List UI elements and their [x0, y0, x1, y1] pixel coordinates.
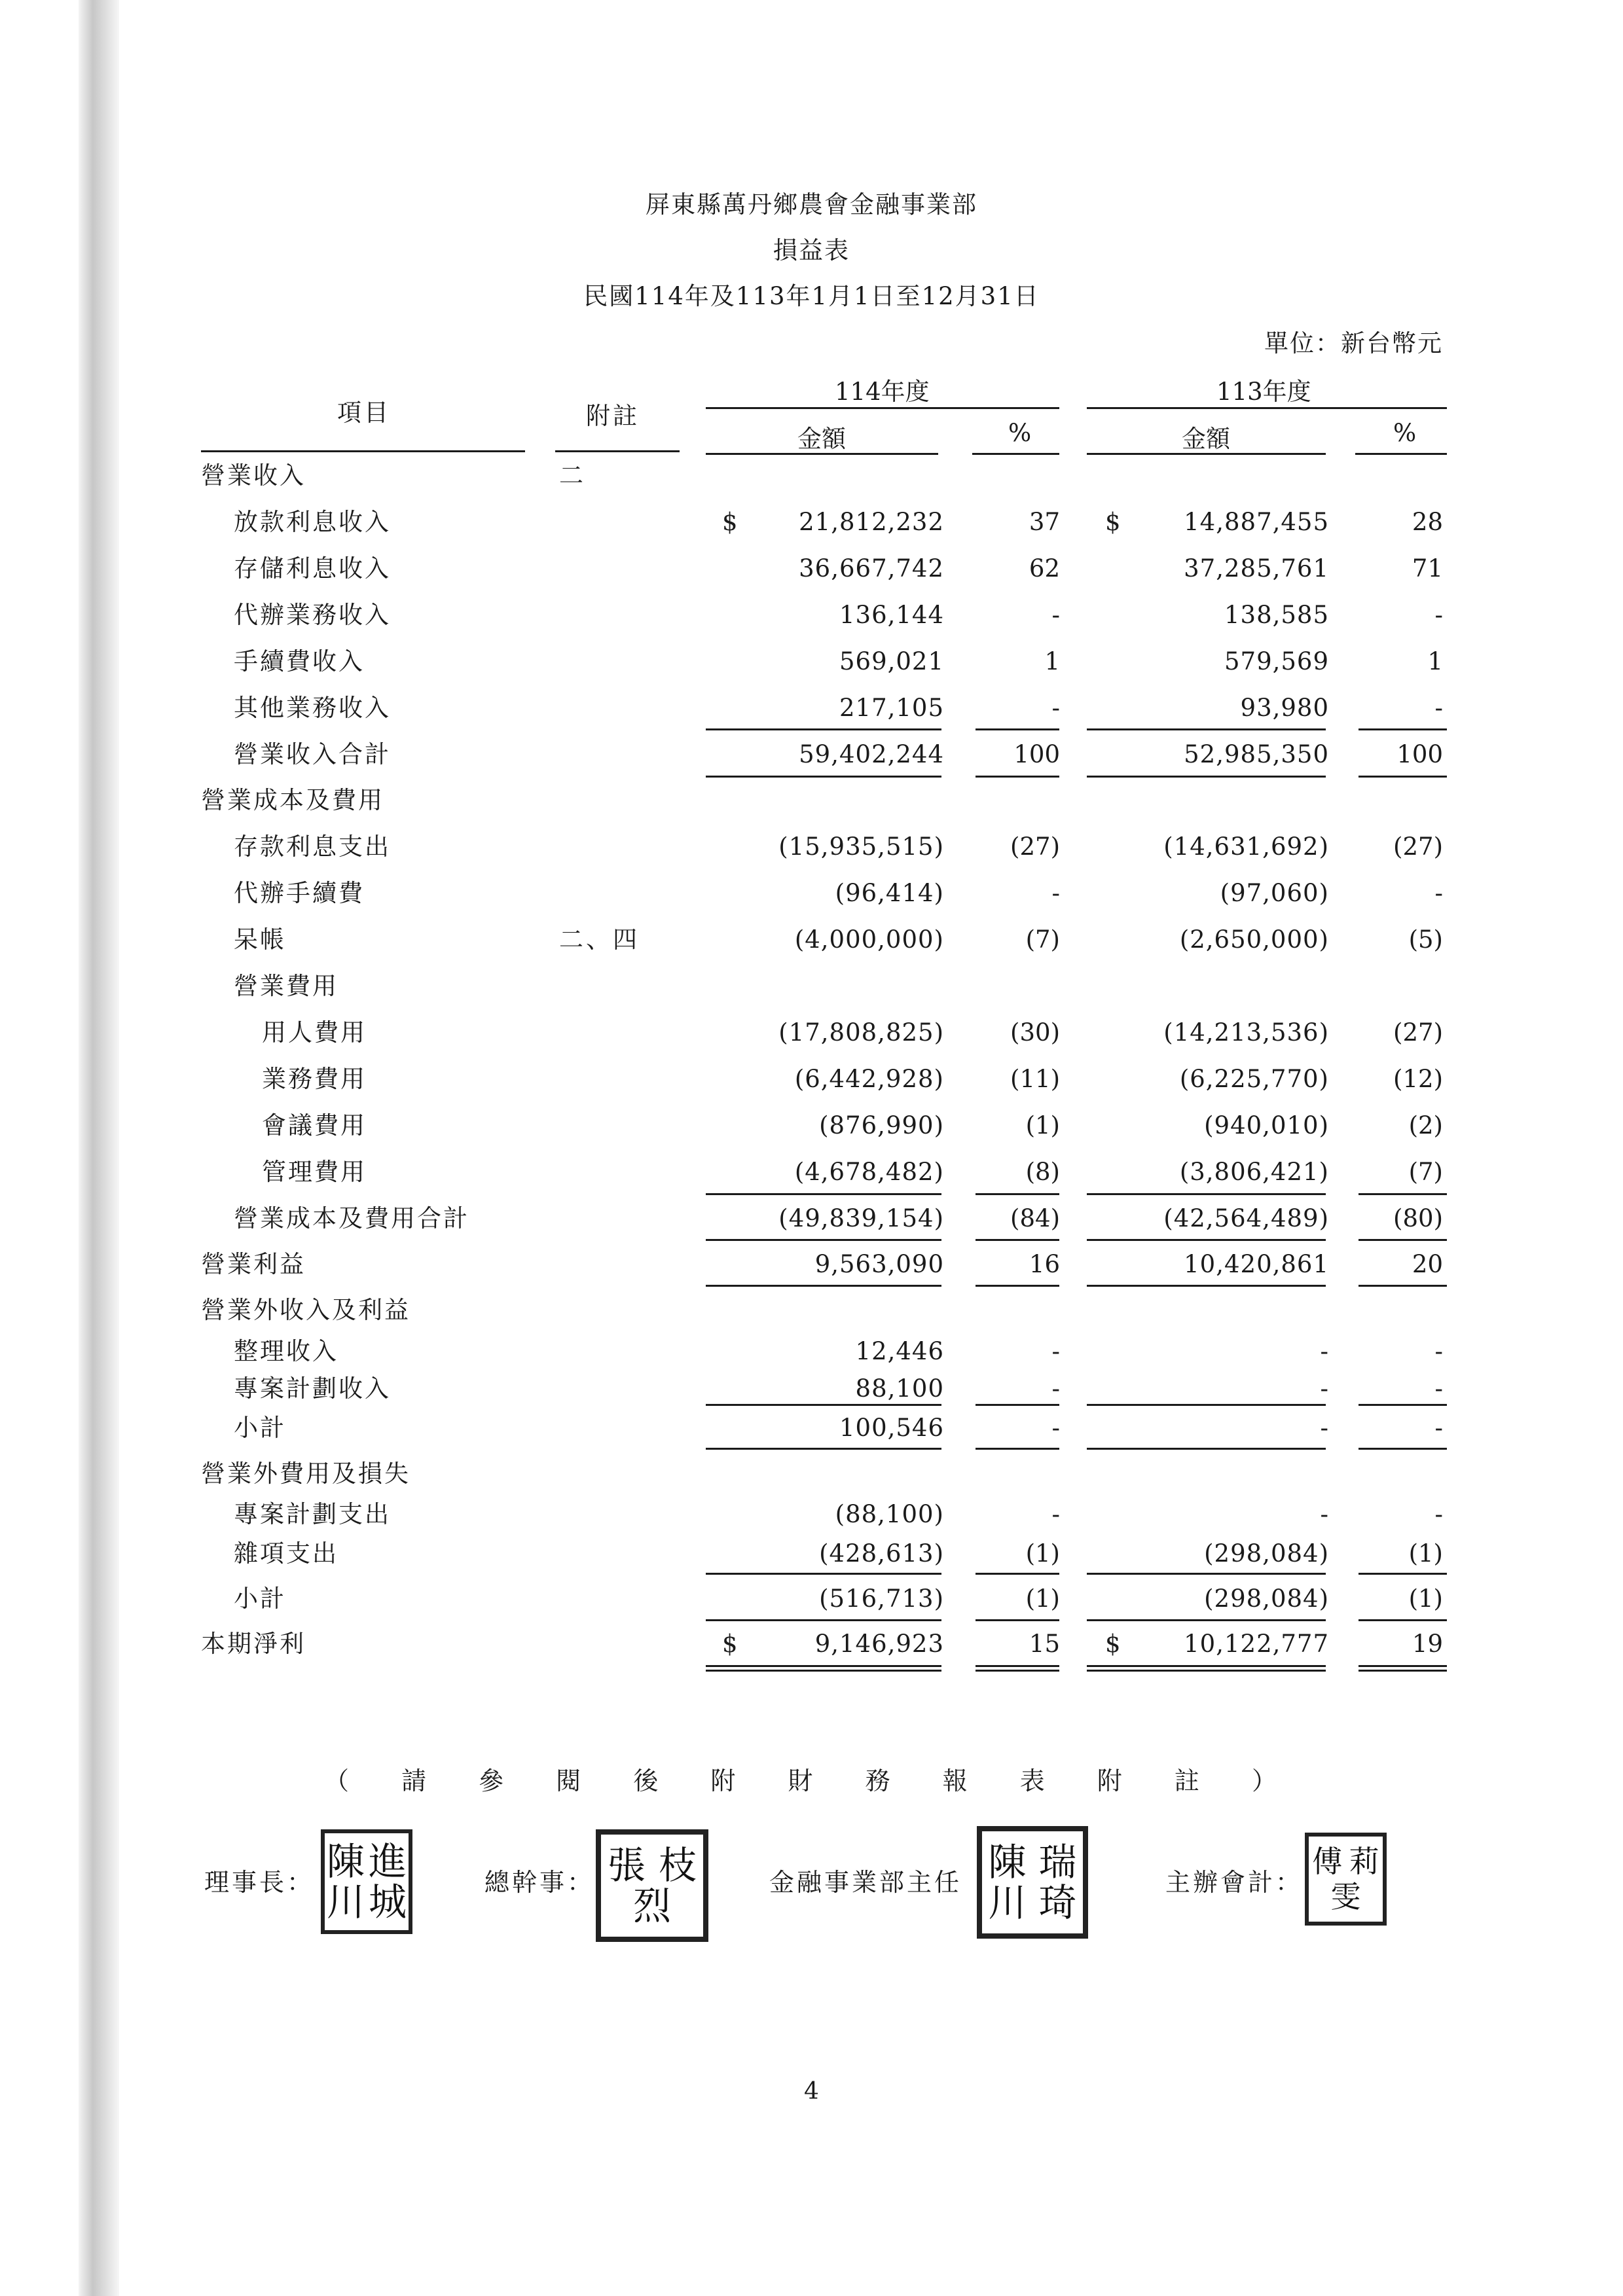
- percent-114: -: [1051, 694, 1060, 722]
- row-misc-expenses: [0, 1534, 1623, 1573]
- percent-113: -: [1434, 879, 1443, 907]
- row-label: 小計: [234, 1585, 286, 1613]
- amount-114: 21,812,232: [799, 508, 944, 536]
- amount-113: 10,122,777: [1184, 1630, 1329, 1658]
- amount-114: (49,839,154): [778, 1204, 944, 1232]
- underline: [706, 1619, 941, 1621]
- row-label: 雜項支出: [234, 1539, 338, 1568]
- row-note: 二: [559, 461, 586, 490]
- row-business-expenses: [0, 1060, 1623, 1099]
- header-rule-note: [555, 450, 680, 452]
- percent-113: (5): [1408, 925, 1443, 954]
- dollar-sign: $: [1105, 1630, 1121, 1658]
- row-bad-debts: [0, 920, 1623, 960]
- percent-113: -: [1434, 1500, 1443, 1528]
- underline: [976, 1573, 1059, 1575]
- row-label: 用人費用: [262, 1018, 367, 1047]
- seal-finance-director: 陳 瑞 川 琦: [977, 1826, 1088, 1939]
- amount-113: (6,225,770): [1179, 1065, 1329, 1093]
- percent-114: (1): [1025, 1111, 1060, 1139]
- underline: [1359, 776, 1447, 778]
- row-meeting-expenses: [0, 1106, 1623, 1145]
- percent-113: -: [1434, 601, 1443, 629]
- percent-113: -: [1434, 1414, 1443, 1442]
- underline: [976, 1285, 1059, 1287]
- amount-114: (4,000,000): [794, 925, 944, 954]
- underline: [1359, 1404, 1447, 1406]
- underline: [1087, 1285, 1326, 1287]
- double-underline: [706, 1665, 941, 1672]
- amount-113: (3,806,421): [1179, 1158, 1329, 1186]
- underline: [1087, 776, 1326, 778]
- underline: [1359, 1285, 1447, 1287]
- row-label: 營業費用: [234, 972, 338, 1000]
- column-header-percent-113: %: [1393, 419, 1417, 447]
- row-operating-expenses: [0, 967, 1623, 1006]
- row-label: 專案計劃收入: [234, 1374, 391, 1403]
- statement-period: 民國114年及113年1月1日至12月31日: [583, 282, 1040, 310]
- header-rule-amount-113: [1087, 453, 1326, 455]
- amount-113: 93,980: [1240, 694, 1329, 722]
- percent-113: 71: [1412, 554, 1443, 583]
- amount-114: 9,146,923: [814, 1630, 944, 1658]
- underline: [706, 776, 941, 778]
- column-header-year-114: 114年度: [835, 378, 930, 406]
- amount-113: -: [1320, 1500, 1329, 1528]
- row-operating-revenue: [0, 456, 1623, 495]
- seal-chief-accountant: 傅 莉 雯: [1305, 1833, 1387, 1926]
- underline: [976, 1239, 1059, 1241]
- percent-113: (27): [1393, 1018, 1443, 1047]
- underline: [1359, 1448, 1447, 1450]
- double-underline: [1359, 1665, 1447, 1672]
- underline: [1087, 1448, 1326, 1450]
- row-label: 本期淨利: [201, 1630, 306, 1658]
- signature-title-general-manager: 總幹事：: [484, 1868, 595, 1897]
- row-deposit-interest-income: [0, 549, 1623, 588]
- row-fee-income: [0, 642, 1623, 681]
- percent-114: 37: [1029, 508, 1060, 536]
- amount-114: 9,563,090: [814, 1250, 944, 1278]
- amount-113: 37,285,761: [1184, 554, 1329, 583]
- percent-113: (12): [1393, 1065, 1443, 1093]
- amount-113: 52,985,350: [1184, 740, 1329, 768]
- column-header-amount-113: 金額: [1182, 425, 1230, 453]
- amount-114: 88,100: [855, 1374, 944, 1403]
- amount-113: 10,420,861: [1184, 1250, 1329, 1278]
- row-label: 小計: [234, 1414, 286, 1442]
- header-rule-percent-114: [972, 453, 1059, 455]
- row-subtotal-non-operating-income: [0, 1408, 1623, 1448]
- amount-113: 579,569: [1224, 647, 1329, 675]
- signature-title-chief-accountant: 主辦會計：: [1165, 1868, 1304, 1897]
- percent-114: -: [1051, 1374, 1060, 1403]
- underline: [1087, 1573, 1326, 1575]
- row-label: 營業收入合計: [234, 740, 391, 768]
- percent-113: (1): [1408, 1539, 1443, 1568]
- amount-113: -: [1320, 1337, 1329, 1365]
- underline: [1087, 728, 1326, 730]
- amount-114: (17,808,825): [778, 1018, 944, 1047]
- percent-113: 20: [1412, 1250, 1443, 1278]
- row-agency-income: [0, 596, 1623, 635]
- page-number: 4: [804, 2078, 819, 2105]
- row-label: 代辦手續費: [234, 879, 365, 907]
- row-project-income: [0, 1369, 1623, 1408]
- underline: [1359, 1573, 1447, 1575]
- amount-114: 217,105: [839, 694, 944, 722]
- amount-113: (14,213,536): [1163, 1018, 1329, 1047]
- amount-114: (4,678,482): [794, 1158, 944, 1186]
- underline: [1359, 1619, 1447, 1621]
- amount-113: (14,631,692): [1163, 833, 1329, 861]
- row-label: 手續費收入: [234, 647, 365, 675]
- percent-113: 28: [1412, 508, 1443, 536]
- amount-114: 12,446: [855, 1337, 944, 1365]
- row-label: 存款利息支出: [234, 833, 391, 861]
- amount-114: (15,935,515): [778, 833, 944, 861]
- column-header-percent-114: %: [1008, 419, 1032, 447]
- column-header-item: 項目: [337, 399, 391, 427]
- row-subtotal-non-operating-expenses: [0, 1579, 1623, 1619]
- percent-114: -: [1051, 1337, 1060, 1365]
- row-project-expenses: [0, 1495, 1623, 1534]
- notes-reference: （ 請 參 閱 後 附 財 務 報 表 附 註 ）: [324, 1767, 1299, 1795]
- amount-113: (97,060): [1220, 879, 1329, 907]
- dollar-sign: $: [1105, 508, 1121, 536]
- underline: [976, 728, 1059, 730]
- percent-114: (1): [1025, 1539, 1060, 1568]
- percent-114: 16: [1029, 1250, 1060, 1278]
- row-label: 其他業務收入: [234, 694, 391, 722]
- row-label: 整理收入: [234, 1337, 338, 1365]
- row-label: 專案計劃支出: [234, 1500, 391, 1528]
- underline: [1087, 1404, 1326, 1406]
- row-label: 代辦業務收入: [234, 601, 391, 629]
- row-label: 呆帳: [234, 925, 286, 954]
- percent-113: (7): [1408, 1158, 1443, 1186]
- signature-title-finance-director: 金融事業部主任: [769, 1868, 962, 1897]
- amount-113: -: [1320, 1414, 1329, 1442]
- amount-114: (6,442,928): [794, 1065, 944, 1093]
- percent-114: 100: [1013, 740, 1060, 768]
- header-rule-percent-113: [1355, 453, 1447, 455]
- amount-113: (298,084): [1204, 1585, 1329, 1613]
- column-header-amount-114: 金額: [797, 425, 846, 453]
- amount-114: (96,414): [835, 879, 944, 907]
- percent-114: (7): [1025, 925, 1060, 954]
- percent-114: -: [1051, 1500, 1060, 1528]
- percent-114: -: [1051, 1414, 1060, 1442]
- double-underline: [1087, 1665, 1326, 1672]
- amount-113: 14,887,455: [1184, 508, 1329, 536]
- amount-113: (42,564,489): [1163, 1204, 1329, 1232]
- double-underline: [976, 1665, 1059, 1672]
- header-rule-amount-114: [706, 453, 938, 455]
- percent-113: (2): [1408, 1111, 1443, 1139]
- row-deposit-interest-expense: [0, 827, 1623, 867]
- percent-114: 1: [1044, 647, 1060, 675]
- percent-114: -: [1051, 879, 1060, 907]
- row-personnel-expenses: [0, 1013, 1623, 1052]
- underline: [976, 776, 1059, 778]
- seal-general-manager: 張 枝 烈: [596, 1829, 708, 1942]
- row-label: 會議費用: [262, 1111, 367, 1139]
- amount-114: 36,667,742: [799, 554, 944, 583]
- underline: [976, 1404, 1059, 1406]
- amount-114: (428,613): [819, 1539, 944, 1568]
- row-label: 營業利益: [201, 1250, 306, 1278]
- row-net-income: [0, 1624, 1623, 1664]
- underline: [976, 1619, 1059, 1621]
- underline: [976, 1448, 1059, 1450]
- amount-114: (88,100): [835, 1500, 944, 1528]
- row-label: 營業外收入及利益: [201, 1296, 410, 1324]
- underline: [1087, 1239, 1326, 1241]
- row-label: 業務費用: [262, 1065, 367, 1093]
- row-non-operating-income: [0, 1291, 1623, 1330]
- statement-title: 損益表: [773, 236, 850, 264]
- row-sorting-income: [0, 1332, 1623, 1371]
- amount-113: 138,585: [1224, 601, 1329, 629]
- row-label: 營業收入: [201, 461, 306, 490]
- row-label: 營業外費用及損失: [201, 1460, 410, 1488]
- row-loan-interest-income: [0, 503, 1623, 542]
- row-label: 營業成本及費用合計: [234, 1204, 469, 1232]
- percent-114: (8): [1025, 1158, 1060, 1186]
- column-header-note: 附註: [586, 402, 640, 430]
- dollar-sign: $: [722, 508, 738, 536]
- row-operating-income: [0, 1245, 1623, 1284]
- underline: [706, 1448, 941, 1450]
- underline: [1087, 1619, 1326, 1621]
- amount-114: 100,546: [839, 1414, 944, 1442]
- percent-114: (27): [1010, 833, 1060, 861]
- percent-114: (84): [1010, 1204, 1060, 1232]
- company-name: 屏東縣萬丹鄉農會金融事業部: [646, 190, 977, 219]
- underline: [1359, 1239, 1447, 1241]
- underline: [976, 1193, 1059, 1195]
- amount-113: (2,650,000): [1179, 925, 1329, 954]
- scan-binding-edge: [79, 0, 119, 2296]
- row-non-operating-expenses: [0, 1454, 1623, 1494]
- amount-114: 569,021: [839, 647, 944, 675]
- row-operating-revenue-total: [0, 735, 1623, 774]
- amount-113: -: [1320, 1374, 1329, 1403]
- percent-113: 1: [1427, 647, 1443, 675]
- underline: [1359, 1193, 1447, 1195]
- row-label: 存儲利息收入: [234, 554, 391, 583]
- underline: [706, 1573, 941, 1575]
- percent-113: -: [1434, 1337, 1443, 1365]
- row-admin-expenses: [0, 1153, 1623, 1192]
- column-header-year-113: 113年度: [1216, 378, 1311, 406]
- percent-113: (1): [1408, 1585, 1443, 1613]
- seal-chairman: 陳 進 川 城: [321, 1829, 412, 1934]
- percent-114: -: [1051, 601, 1060, 629]
- underline: [706, 728, 941, 730]
- header-rule-item: [201, 450, 525, 452]
- percent-113: -: [1434, 694, 1443, 722]
- underline: [706, 1193, 941, 1195]
- percent-114: (1): [1025, 1585, 1060, 1613]
- underline: [1087, 1193, 1326, 1195]
- percent-113: (80): [1393, 1204, 1443, 1232]
- percent-114: (11): [1010, 1065, 1060, 1093]
- percent-114: (30): [1010, 1018, 1060, 1047]
- percent-113: (27): [1393, 833, 1443, 861]
- underline: [706, 1239, 941, 1241]
- currency-unit: 單位：新台幣元: [1264, 329, 1443, 357]
- underline: [1359, 728, 1447, 730]
- row-agency-fees: [0, 874, 1623, 913]
- percent-113: 100: [1396, 740, 1443, 768]
- percent-113: -: [1434, 1374, 1443, 1403]
- dollar-sign: $: [722, 1630, 738, 1658]
- amount-114: 136,144: [839, 601, 944, 629]
- header-rule-113: [1087, 407, 1447, 409]
- amount-114: (876,990): [819, 1111, 944, 1139]
- percent-114: 15: [1029, 1630, 1060, 1658]
- header-rule-114: [706, 407, 1059, 409]
- row-label: 管理費用: [262, 1158, 367, 1186]
- row-operating-costs-total: [0, 1199, 1623, 1238]
- amount-114: 59,402,244: [799, 740, 944, 768]
- row-note: 二、四: [559, 925, 640, 954]
- row-label: 營業成本及費用: [201, 786, 384, 814]
- amount-114: (516,713): [819, 1585, 944, 1613]
- underline: [706, 1285, 941, 1287]
- amount-113: (298,084): [1204, 1539, 1329, 1568]
- row-label: 放款利息收入: [234, 508, 391, 536]
- amount-113: (940,010): [1204, 1111, 1329, 1139]
- row-other-income: [0, 689, 1623, 728]
- underline: [706, 1404, 941, 1406]
- percent-114: 62: [1029, 554, 1060, 583]
- percent-113: 19: [1412, 1630, 1443, 1658]
- signature-title-chairman: 理事長：: [204, 1868, 315, 1897]
- row-operating-costs: [0, 781, 1623, 820]
